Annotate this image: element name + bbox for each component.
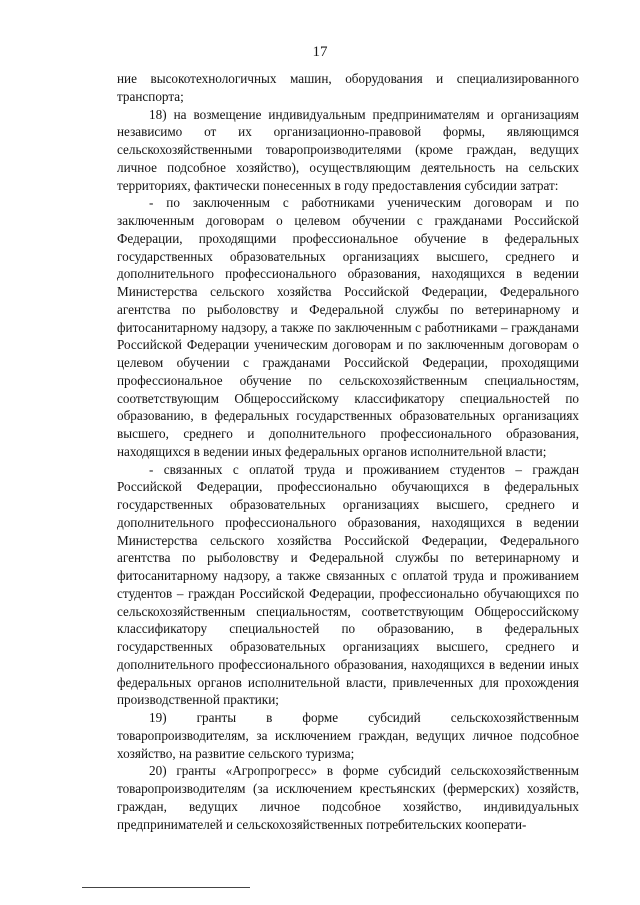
paragraph-item-20: 20) гранты «Агропрогресс» в форме субсидий сельскохозяйственным товаропроизводителям (за исключением крестьянских (фермерских) хозяйств, граждан, ведущих личное подсобное хозяйство, индивидуальных предпринимателей и сельскохозяйственных потребительских кооперати- <box>117 763 579 832</box>
paragraph-item-18-bullet-1: - по заключенным с работниками ученическим договорам и по заключенным договорам о целевом обучении с гражданами Российской Федерации, проходящими профессиональное обучение в федеральных государственных образовательных организациях высшего, среднего и дополнительного профессионального образования, находящихся в ведении Министерства сельского хозяйства Российской Федерации, Федерального агентства по рыболовству и Федеральной службы по ветеринарному и фитосанитарному надзору, а также по заключенным с работниками – гражданами Российской Федерации ученическим договорам и по заключенным договорам о целевом обучении с гражданами Российской Федерации, проходящими профессиональное обучение по сельскохозяйственным специальностям, соответствующим Общероссийскому классификатору специальностей по образованию, в федеральных государственных образовательных организациях высшего, среднего и дополнительного профессионального образования, находящихся в ведении иных федеральных органов исполнительной власти; <box>117 195 579 459</box>
page-number: 17 <box>312 44 328 60</box>
body-text <box>117 70 579 833</box>
paragraph-item-18-bullet-2: - связанных с оплатой труда и проживанием студентов – граждан Российской Федерации, профессионально обучающихся в федеральных государственных образовательных организациях высшего, среднего и дополнительного профессионального образования, находящихся в ведении Министерства сельского хозяйства Российской Федерации, Федерального агентства по рыболовству и Федеральной службы по ветеринарному и фитосанитарному надзору, а также связанных с оплатой труда и проживанием студентов – граждан Российской Федерации, профессионально обучающихся по сельскохозяйственным специальностям, соответствующим Общероссийскому классификатору специальностей по образованию, в федеральных государственных образовательных организациях высшего, среднего и дополнительного профессионального образования, находящихся в ведении иных федеральных органов исполнительной власти, привлеченных для прохождения производственной практики; <box>117 461 579 708</box>
footnote-separator-line <box>82 887 250 888</box>
paragraph-item-18: 18) на возмещение индивидуальным предпринимателям и организациям независимо от их организационно-правовой формы, являющимся сельскохозяйственными товаропроизводителями (кроме граждан, ведущих личное подсобное хозяйство), осуществляющим деятельность на сельских территориях, фактически понесенных в году предоставления субсидии затрат: <box>117 106 579 193</box>
paragraph-item-19: 19) гранты в форме субсидий сельскохозяйственным товаропроизводителям, за исключением граждан, ведущих личное подсобное хозяйство, на развитие сельского туризма; <box>117 710 579 761</box>
paragraph-continuation: ние высокотехнологичных машин, оборудования и специализированного транспорта; <box>117 71 579 104</box>
